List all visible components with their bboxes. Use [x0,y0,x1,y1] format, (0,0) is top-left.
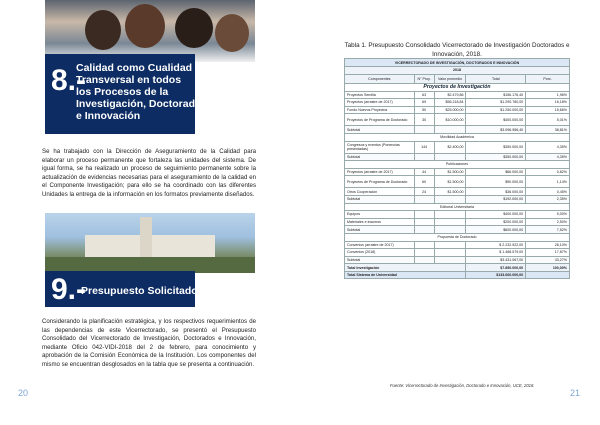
cell-projects: 60 [414,176,434,188]
cell-average: $2.479,86 [434,91,466,99]
cell-projects: 144 [414,141,434,153]
subtotal-label: Subtotal [345,256,415,264]
section-title: Editorial Universitaria [345,203,570,211]
subtotal-label: Subtotal [345,126,415,134]
title-line: e Innovación [76,110,141,122]
table-row [345,106,570,114]
column-header: Porc. [526,74,570,83]
subtotal-row [345,226,570,234]
section-number: 9.- [51,273,87,306]
subtotal-total: $3.431.067,00 [466,256,526,264]
cell-average [434,218,466,226]
cell-average: $2.400,00 [434,141,466,153]
cell-total: $ 2.232.522,00 [466,241,526,249]
subtotal-total: $192.000,00 [466,195,526,203]
section-9-body: Considerando la planificación estratégica, y los respectivos requerimientos de las dependencias de este Vicerrectorado, se presentó el Presupuesto Consolidado del Vicerrectorado de Investigación, Doctorados e Innovación, mediante Oficio 042-VIDI-2018 del 2 de febrero, para conocimiento y aprobación de la Comisión Económica de la Institución. Los componentes del mismo se encuentran desglosados en la tabla que se presenta a continuación. [42,318,256,368]
cell-projects: 63 [414,91,434,99]
cell-component: Proyectos Semilla [345,91,415,99]
subtotal-percent: 2,35% [526,195,570,203]
section-row [345,233,570,241]
cell-percent: 0,45% [526,188,570,196]
cell-component: Equipos [345,211,415,219]
students-photo [45,0,255,62]
cell-projects [414,241,434,249]
cell-component: Fondo Nuevos Proyectos [345,106,415,114]
cell-percent: 16,18% [526,99,570,107]
cell-total: $90.000,00 [466,176,526,188]
cell-average [434,241,466,249]
table-row [345,188,570,196]
table-source: Fuente: Vicerrectorado de Investigación, Doctorado e Innovación, UCE, 2018. [390,383,535,388]
empty-cell [414,153,434,161]
section-title: Presupuesto Solicitado [81,285,198,297]
section-row [345,161,570,169]
campus-photo [45,213,255,273]
subtotal-total: $350.000,00 [466,153,526,161]
table-row [345,91,570,99]
cell-total: $1.290.780,00 [466,99,526,107]
section-row [345,203,570,211]
table-row [345,241,570,249]
cell-projects [414,249,434,257]
subtotal-total: $3.096.956,40 [466,126,526,134]
cell-projects [414,218,434,226]
subtotal-label: Subtotal [345,195,415,203]
table-row [345,114,570,126]
cell-total: $156.176,40 [466,91,526,99]
cell-total: $400.000,00 [466,211,526,219]
section-title: Propuesta de Doctorado [345,233,570,241]
subtotal-percent: 43,27% [526,256,570,264]
cell-percent: 2,50% [526,218,570,226]
cell-component: Materiales e insumos [345,218,415,226]
cell-total: $400.000,00 [466,114,526,126]
section-row [345,83,570,91]
table-row [345,99,570,107]
empty-cell [434,195,466,203]
cell-total: $1.250.000,00 [466,106,526,114]
cell-average: $1.500,00 [434,188,466,196]
cell-percent: 17,87% [526,249,570,257]
cell-average: $10.000,00 [434,114,466,126]
cell-total: $200.000,00 [466,218,526,226]
section-9-banner [45,271,198,307]
cell-projects: 50 [414,106,434,114]
cell-component: Proyectos de Programa de Doctorado [345,176,415,188]
table-row [345,168,570,176]
title-line: Calidad como Cualidad [76,62,193,74]
subtotal-label: Subtotal [345,153,415,161]
table-row [345,176,570,188]
cell-percent: 0,82% [526,168,570,176]
column-header: Total [466,74,526,83]
empty-cell [414,195,434,203]
budget-table [344,58,570,279]
column-header: Valor promedio [434,74,466,83]
table-title: Tabla 1. Presupuesto Consolidado Vicerrectorado de Investigación Doctorados e Innovación, 2018. [344,42,570,58]
table-row [345,249,570,257]
cell-percent: 15,66% [526,106,570,114]
cell-total: $ 1.468.579,00 [466,249,526,257]
total-percent: 100,00% [526,264,570,272]
section-8-body: Se ha trabajado con la Dirección de Aseguramiento de la Calidad para elaborar un proceso permanente que fortaleza las unidades del sistema. De igual forma, se ha realizado un proceso de seguimiento permanente sobre la actualización de evidencias necesarias para el aseguramiento de la calidad en el Componente Investigación; para ello se ha coordinado con las diferentes Unidades la entrega de la información en los formatos previamente diseñados. [42,148,256,198]
subtotal-percent: 4,35% [526,153,570,161]
cell-average [434,249,466,257]
cell-percent: 4,35% [526,141,570,153]
total-label: Total Investigación [345,264,466,272]
empty-cell [434,126,466,134]
total-university-row [345,271,570,279]
section-row [345,133,570,141]
cell-component: Proyectos de Programa de Doctorado [345,114,415,126]
cell-projects: 69 [414,99,434,107]
cell-projects: 24 [414,188,434,196]
subtotal-row [345,256,570,264]
section-number: 8.- [51,64,87,97]
cell-percent: 28,10% [526,241,570,249]
subtotal-percent: 7,52% [526,226,570,234]
cell-average: $25.000,00 [434,106,466,114]
empty-cell [414,226,434,234]
section-title: Publicaciones [345,161,570,169]
empty-cell [434,226,466,234]
page-number: 21 [570,388,581,398]
cell-component: Proyectos (arrastre de 2017) [345,168,415,176]
column-header: Componentes [345,74,415,83]
cell-average: $1.500,00 [434,176,466,188]
cell-component: Proyectos (arrastre de 2017) [345,99,415,107]
total-research-row [345,264,570,272]
title-line: Investigación, Doctorados [76,98,208,110]
section-title: Movilidad Académica [345,133,570,141]
cell-projects [414,211,434,219]
subtotal-row [345,153,570,161]
table-year: 2018 [345,67,570,75]
table-row [345,218,570,226]
subtotal-row [345,195,570,203]
cell-percent: 5,01% [526,114,570,126]
cell-percent: 1,14% [526,176,570,188]
cell-total: $66.000,00 [466,168,526,176]
right-page [300,0,600,425]
subtotal-label: Subtotal [345,226,415,234]
title-line: Transversal en todos [76,74,182,86]
cell-average: $56.218,84 [434,99,466,107]
cell-component: Otros Cooperación [345,188,415,196]
table-row [345,211,570,219]
empty-cell [434,153,466,161]
cell-total: $36.000,00 [466,188,526,196]
cell-projects: 30 [414,114,434,126]
cell-average: $1.500,00 [434,168,466,176]
cell-percent: 1,96% [526,91,570,99]
total-value: $133.660.000,00 [466,271,526,279]
cell-component: Convenios (2018) [345,249,415,257]
total-label: Total Sistema de Universidad [345,271,466,279]
section-8-banner [45,54,208,134]
cell-percent: 5,00% [526,211,570,219]
table-row [345,141,570,153]
cell-average [434,211,466,219]
subtotal-row [345,126,570,134]
column-header: N° Proy. [414,74,434,83]
section-title [76,62,256,122]
cell-component: Convenios (arrastre de 2017) [345,241,415,249]
subtotal-percent: 38,81% [526,126,570,134]
table-header: VICERRECTORADO DE INVESTIGACIÓN, DOCTORADOS E INNOVACIÓN [345,59,570,67]
cell-projects: 44 [414,168,434,176]
total-value: $7.850.000,00 [466,264,526,272]
empty-cell [414,256,434,264]
total-percent [526,271,570,279]
empty-cell [414,126,434,134]
cell-component: Congresos y eventos (Ponencias presentadas) [345,141,415,153]
subtotal-total: $600.000,00 [466,226,526,234]
cell-total: $350.000,00 [466,141,526,153]
section-title: Proyectos de Investigación [345,83,570,91]
title-line: los Procesos de la [76,86,169,98]
empty-cell [434,256,466,264]
page-number: 20 [18,388,29,398]
